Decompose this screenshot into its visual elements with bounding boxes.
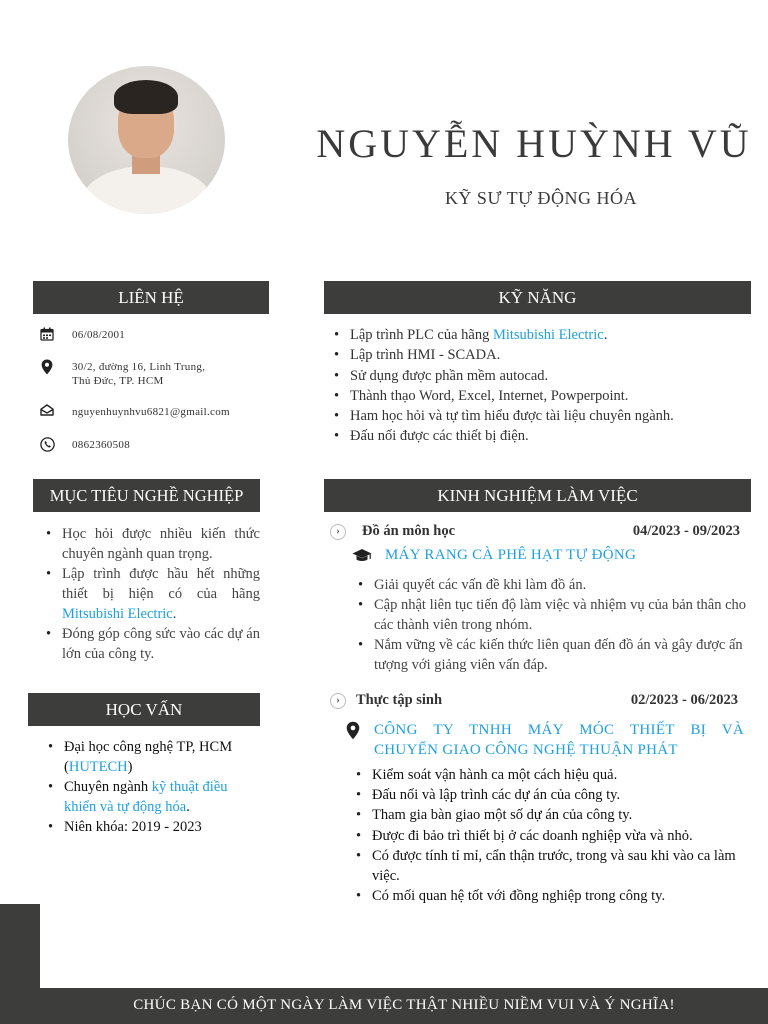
address-line-1: 30/2, đường 16, Linh Trung, [72,361,206,373]
company-line-2: CHUYỂN GIAO CÔNG NGHỆ THUẬN PHÁT [374,742,678,758]
hutech-link[interactable]: HUTECH [68,759,128,775]
project-title: MÁY RANG CÀ PHÊ HẠT TỰ ĐỘNG [385,547,637,563]
mitsubishi-link[interactable]: Mitsubishi Electric [62,606,173,622]
job-title: KỸ SƯ TỰ ĐỘNG HÓA [444,188,638,208]
job-1-header [330,523,750,545]
list-item: • Học hỏi được nhiều kiến thức chuyên ngành quan trọng. [42,524,260,564]
list-item: • Niên khóa: 2019 - 2023 [44,817,260,837]
goals-heading: MỤC TIÊU NGHỀ NGHIỆP [33,479,260,512]
list-item: • Kiểm soát vận hành ca một cách hiệu quả. [352,765,752,785]
list-item: • Có được tính tỉ mỉ, cẩn thận trước, trong và sau khi vào ca làm việc. [352,846,752,886]
birthday-text: 06/08/2001 [72,329,126,341]
list-item: • Thành thạo Word, Excel, Internet, Powperpoint. [330,386,760,406]
job-2-company [346,720,746,762]
list-item: • Đấu nối và lập trình các dự án của công ty. [352,785,752,805]
list-item: • Lập trình HMI - SCADA. [330,345,760,365]
list-item: • Đóng góp công sức vào các dự án lớn của công ty. [42,624,260,664]
goals-list [42,524,260,664]
location-pin-icon [38,359,56,379]
list-item: • Chuyên ngành kỹ thuật điều khiển và tự động hóa. [44,777,260,817]
contact-heading: LIÊN HỆ [33,281,269,314]
list-item: • Có mối quan hệ tốt với đồng nghiệp trong công ty. [352,886,752,906]
phone-text[interactable]: 0862360508 [72,439,130,451]
job-1-tasks [354,575,754,675]
job-2-role: Thực tập sinh [356,692,443,708]
list-item: • Lập trình PLC của hãng Mitsubishi Electric. [330,325,760,345]
major-link[interactable]: kỹ thuật điều khiển và tự động hóa [64,779,228,815]
skills-list [330,325,760,447]
email-text[interactable]: nguyenhuynhvu6821@gmail.com [72,406,230,418]
job-2-date: 02/2023 - 06/2023 [630,692,738,708]
calendar-icon [38,327,56,345]
list-item: • Đại học công nghệ TP, HCM (HUTECH) [44,737,260,777]
education-heading: HỌC VẤN [28,693,260,726]
list-item: • Tham gia bàn giao một số dự án của công ty. [352,805,752,825]
decorative-block [0,904,40,1024]
job-1-project [352,547,752,569]
list-item: • Lập trình được hầu hết những thiết bị hiện có của hãng Mitsubishi Electric. [42,564,260,624]
job-2-tasks [352,765,752,906]
mitsubishi-link[interactable]: Mitsubishi Electric [492,327,604,343]
list-item: • Cập nhật liên tục tiến độ làm việc và nhiệm vụ của bản thân cho các thành viên trong nhóm. [354,595,754,635]
chevron-right-icon: › [330,693,346,709]
job-2-header [330,692,750,714]
experience-heading: KINH NGHIỆM LÀM VIỆC [324,479,751,512]
job-1-date: 04/2023 - 09/2023 [632,523,740,539]
candidate-name: NGUYỄN HUỲNH VŨ [316,121,752,166]
envelope-icon [38,404,56,420]
location-pin-icon [346,721,360,746]
list-item: • Đấu nối được các thiết bị điện. [330,426,760,446]
chevron-right-icon: › [330,524,346,540]
skills-heading: KỸ NĂNG [324,281,751,314]
list-item: • Ham học hỏi và tự tìm hiểu được tài liệu chuyên ngành. [330,406,760,426]
phone-icon [38,437,56,456]
list-item: • Được đi bảo trì thiết bị ở các doanh nghiệp vừa và nhỏ. [352,826,752,846]
job-1-role: Đồ án môn học [362,523,456,539]
education-list [44,737,260,837]
list-item: • Sử dụng được phần mềm autocad. [330,366,760,386]
profile-photo [68,66,225,214]
list-item: • Giải quyết các vấn đề khi làm đồ án. [354,575,754,595]
graduation-cap-icon [352,547,372,568]
address-line-2: Thủ Đức, TP. HCM [72,375,164,387]
footer-message: CHÚC BẠN CÓ MỘT NGÀY LÀM VIỆC THẬT NHIỀU NIỀM VUI VÀ Ý NGHĨA! [40,988,768,1024]
list-item: • Nắm vững về các kiến thức liên quan đến đồ án và gây được ấn tượng với giảng viên vấn đáp. [354,635,754,675]
company-line-1: CÔNG TY TNHH MÁY MÓC THIẾT BỊ VÀ [374,722,744,738]
